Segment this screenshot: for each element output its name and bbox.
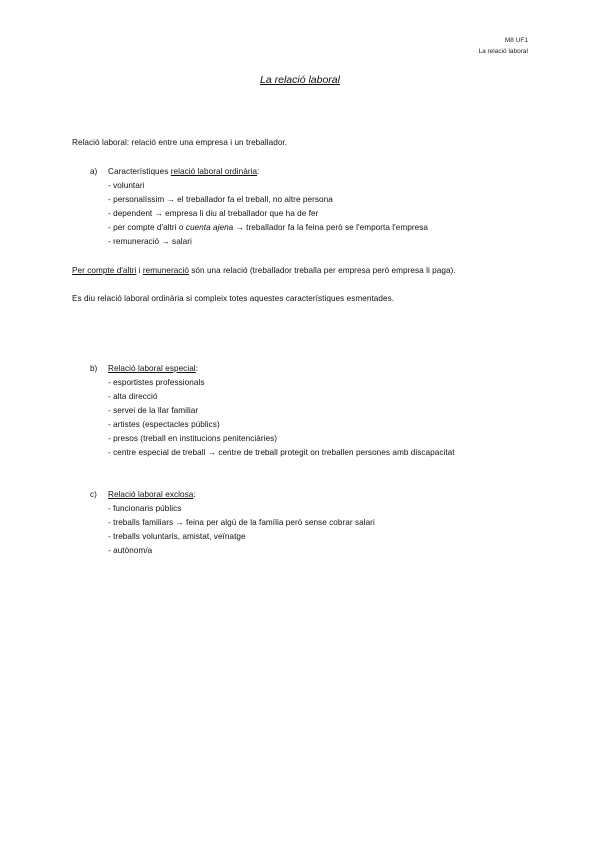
list-item: - remuneració → salari [108, 237, 192, 246]
list-item: - autònom/a [108, 546, 153, 555]
section-b-heading-underlined: Relació laboral especial [108, 364, 196, 373]
list-item [108, 223, 428, 233]
list-item: - voluntari [108, 181, 145, 190]
header-code: M8 UF1 [504, 37, 528, 44]
section-c-marker: c) [90, 490, 97, 499]
list-item: - treballs voluntaris, amistat, veïnatge [108, 532, 246, 541]
item-prefix: - per compte d'altri o [108, 223, 186, 232]
section-b-heading [108, 364, 198, 374]
definition-text [72, 266, 456, 276]
definition-term-1: Per compte d'altri [72, 266, 137, 275]
item-suffix: → treballador fa la feina però se l'emporta l'empresa [233, 223, 428, 232]
definition-rest: són una relació (treballador treballa per empresa però empresa li paga). [188, 266, 456, 275]
item-italic-term: cuenta ajena [185, 223, 234, 232]
list-item: - artistes (espectacles públics) [108, 420, 220, 429]
definition-term-2: remuneració [142, 266, 189, 275]
definition-joiner: i [136, 266, 143, 275]
section-a-heading-suffix: : [257, 167, 260, 176]
list-item: - dependent → empresa li diu al treballador que ha de fer [108, 209, 319, 218]
section-a-heading [108, 167, 259, 177]
section-b-marker: b) [90, 364, 98, 373]
list-item: - esportistes professionals [108, 378, 205, 387]
section-a-marker: a) [90, 167, 98, 176]
section-a-heading-prefix: Característiques [108, 167, 171, 176]
intro-text: Relació laboral: relació entre una empresa i un treballador. [72, 138, 288, 147]
list-item: - presos (treball en institucions penitenciàries) [108, 434, 278, 443]
list-item: - personalíssim → el treballador fa el treball, no altre persona [108, 195, 333, 204]
list-item: - alta direcció [108, 392, 158, 401]
list-item: - centre especial de treball → centre de treball protegit on treballen persones amb discapacitat [108, 448, 455, 457]
section-c-heading-underlined: Relació laboral exclosa [108, 490, 194, 499]
section-b-heading-suffix: : [195, 364, 199, 373]
section-c-heading [108, 490, 196, 500]
section-c-heading-suffix: : [193, 490, 196, 499]
header-subtitle: La relació laboral [478, 48, 528, 55]
page-title: La relació laboral [260, 74, 340, 86]
ordinary-note: Es diu relació laboral ordinària si compleix totes aquestes característiques esmentades. [72, 294, 395, 303]
list-item: - treballs familiars → feina per algú de la família però sense cobrar salari [108, 518, 375, 527]
section-a-heading-underlined: relació laboral ordinària [170, 167, 258, 176]
list-item: - funcionaris públics [108, 504, 182, 513]
list-item: - servei de la llar familiar [108, 406, 199, 415]
